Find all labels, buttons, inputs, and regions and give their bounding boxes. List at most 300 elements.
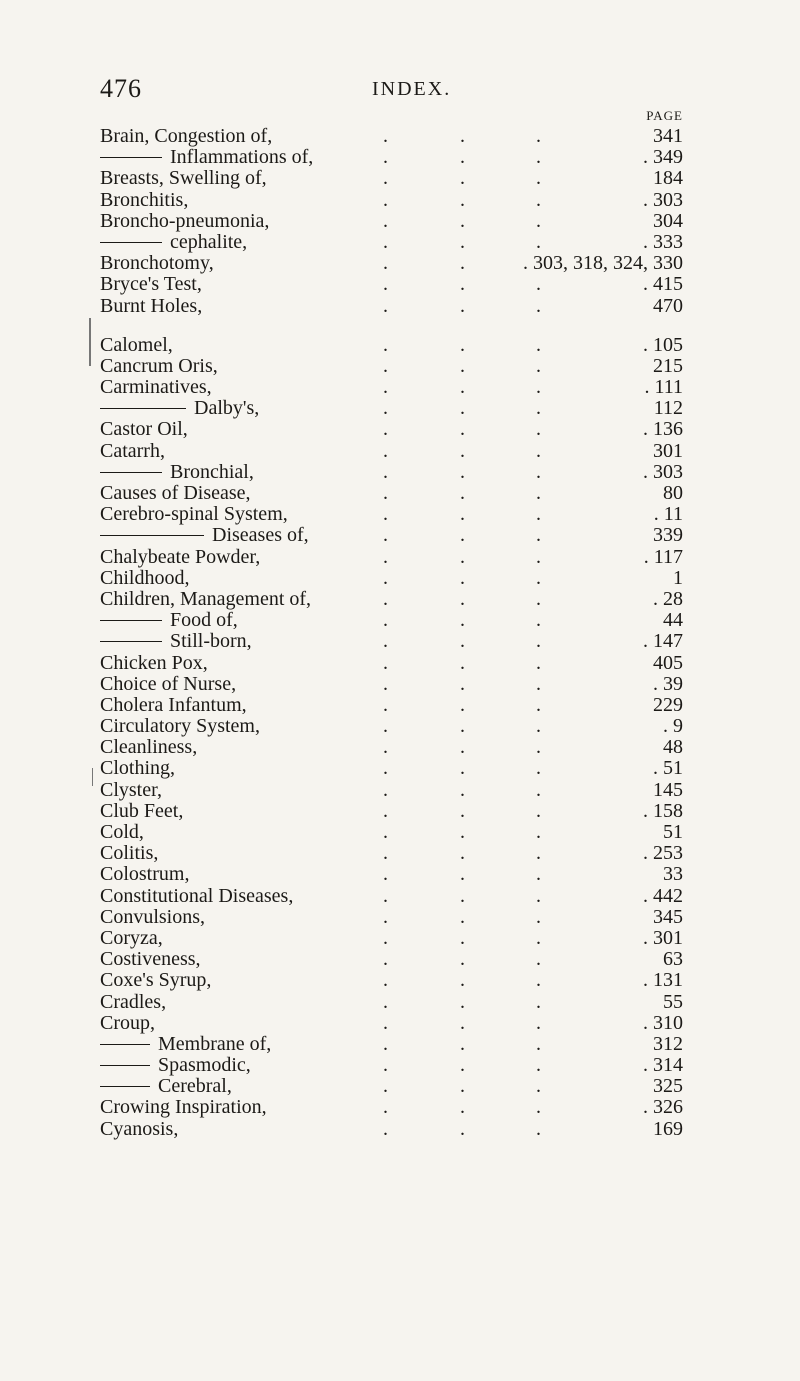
entry-label	[100, 296, 202, 317]
entry-term: Inflammations of,	[170, 146, 314, 169]
leader-dot: .	[460, 651, 465, 674]
page-leader: .	[653, 672, 658, 695]
leader-dot: .	[460, 503, 465, 526]
index-entry	[100, 928, 700, 949]
index-entry	[100, 190, 700, 211]
leader-dot: .	[383, 842, 388, 865]
entry-term: Cyanosis,	[100, 1117, 179, 1140]
leader-dot: .	[383, 482, 388, 504]
leader-dot: .	[383, 1011, 388, 1034]
leader-dot: .	[383, 188, 388, 211]
entry-label	[100, 274, 202, 295]
leader-dot: .	[460, 1011, 465, 1034]
index-entry	[100, 274, 700, 295]
index-entry	[100, 525, 700, 546]
index-entry	[100, 695, 700, 716]
leader-dot: .	[536, 778, 541, 801]
page-leader: .	[643, 1054, 648, 1077]
leader-dot: .	[383, 757, 388, 780]
index-entries	[100, 126, 700, 1140]
entry-label	[100, 1034, 271, 1055]
entry-page	[654, 504, 683, 525]
leader-dot: .	[536, 354, 541, 377]
page-leader: .	[643, 273, 648, 296]
leader-dot: .	[383, 948, 388, 971]
index-entry	[100, 462, 700, 483]
leader-dot: .	[460, 863, 465, 886]
entry-label	[100, 147, 313, 168]
leader-dot: .	[460, 821, 465, 843]
leader-dot: .	[383, 252, 388, 275]
index-entry	[100, 992, 700, 1013]
running-head: INDEX.	[372, 78, 452, 100]
entry-term: Dalby's,	[194, 397, 260, 420]
index-entry	[100, 232, 700, 253]
leader-dot: .	[536, 273, 541, 296]
leader-dot: .	[460, 969, 465, 992]
leader-dot: .	[383, 863, 388, 886]
leader-dot: .	[460, 333, 465, 356]
leader-dot: .	[536, 460, 541, 483]
ditto-rule	[100, 157, 162, 158]
entry-page-value: 33	[663, 863, 683, 886]
entry-page	[523, 253, 683, 274]
leader-dot: .	[460, 1075, 465, 1098]
page-leader: .	[523, 252, 528, 275]
leader-dot: .	[460, 167, 465, 190]
entry-term: Broncho-pneumonia,	[100, 209, 270, 232]
entry-term: Cold,	[100, 821, 144, 843]
leader-dot: .	[383, 799, 388, 822]
page-leader: .	[643, 1011, 648, 1034]
page-leader: .	[643, 545, 649, 568]
entry-page	[653, 441, 683, 462]
entry-term: Catarrh,	[100, 439, 165, 462]
entry-label	[100, 886, 293, 907]
entry-label	[100, 168, 267, 189]
leader-dot: .	[383, 524, 388, 547]
leader-dot: .	[536, 294, 541, 317]
entry-page	[653, 780, 683, 801]
entry-label	[100, 801, 183, 822]
leader-dot: .	[383, 503, 388, 526]
page-leader: .	[643, 969, 648, 992]
entry-page-value: 345	[653, 905, 683, 928]
leader-dot: .	[383, 418, 388, 441]
leader-dot: .	[383, 587, 388, 610]
index-entry	[100, 970, 700, 991]
leader-dot: .	[536, 1075, 541, 1098]
index-entry	[100, 419, 700, 440]
leader-dot: .	[460, 736, 465, 759]
leader-dot: .	[383, 715, 388, 738]
entry-term: Cholera Infantum,	[100, 693, 247, 716]
leader-dot: .	[460, 524, 465, 547]
leader-dot: .	[536, 884, 541, 907]
entry-term: Club Feet,	[100, 799, 184, 822]
leader-dot: .	[460, 948, 465, 971]
entry-label	[100, 568, 189, 589]
index-entry	[100, 610, 700, 631]
ditto-rule	[100, 620, 162, 621]
entry-term: Membrane of,	[158, 1032, 272, 1055]
entry-label	[100, 758, 175, 779]
entry-page-value: 442	[653, 884, 683, 907]
entry-label	[100, 253, 214, 274]
leader-dot: .	[383, 884, 388, 907]
index-entry	[100, 547, 700, 568]
entry-page-value: 405	[653, 651, 683, 674]
leader-dot: .	[460, 926, 465, 949]
leader-dot: .	[460, 439, 465, 462]
page-leader: .	[653, 587, 658, 610]
leader-dot: .	[383, 167, 388, 190]
entry-label	[100, 211, 269, 232]
leader-dot: .	[383, 693, 388, 716]
entry-page-value: 349	[653, 146, 683, 169]
leader-dot: .	[460, 990, 465, 1013]
entry-page-value: 1	[673, 566, 683, 589]
entry-label	[100, 674, 236, 695]
entry-page	[643, 928, 683, 949]
leader-dot: .	[536, 418, 541, 441]
index-entry	[100, 296, 700, 317]
leader-dot: .	[536, 125, 541, 147]
entry-label	[100, 483, 251, 504]
leader-dot: .	[460, 294, 465, 317]
entry-page	[643, 190, 683, 211]
index-entry	[100, 780, 700, 801]
leader-dot: .	[460, 230, 465, 253]
entry-page	[643, 462, 683, 483]
entry-label	[100, 843, 158, 864]
index-group	[100, 335, 700, 1140]
entry-page-value: 136	[653, 418, 683, 441]
entry-page-value: 303	[653, 188, 683, 211]
leader-dot: .	[383, 273, 388, 296]
entry-term: Convulsions,	[100, 905, 206, 928]
leader-dot: .	[383, 969, 388, 992]
leader-dot: .	[383, 333, 388, 356]
leader-dot: .	[536, 969, 541, 992]
leader-dot: .	[536, 672, 541, 695]
entry-page	[643, 843, 683, 864]
leader-dot: .	[383, 209, 388, 232]
index-entry	[100, 504, 700, 525]
leader-dot: .	[460, 715, 465, 738]
entry-page-value: 303, 318, 324, 330	[533, 252, 683, 275]
entry-term: Chalybeate Powder,	[100, 545, 261, 568]
entry-page	[654, 398, 683, 419]
entry-page	[653, 907, 683, 928]
leader-dot: .	[536, 630, 541, 653]
entry-page-value: 39	[663, 672, 683, 695]
page-leader: .	[663, 715, 668, 738]
entry-page	[673, 568, 683, 589]
entry-page-value: 339	[653, 524, 683, 547]
entry-term: Cradles,	[100, 990, 167, 1013]
leader-dot: .	[536, 376, 541, 399]
index-entry	[100, 949, 700, 970]
entry-page-value: 301	[653, 926, 683, 949]
page-leader: .	[643, 884, 648, 907]
leader-dot: .	[383, 294, 388, 317]
leader-dot: .	[536, 609, 541, 632]
index-entry	[100, 356, 700, 377]
leader-dot: .	[460, 354, 465, 377]
entry-term: Diseases of,	[212, 524, 309, 547]
page-leader: .	[653, 503, 659, 526]
entry-term: Costiveness,	[100, 948, 201, 971]
entry-term: Childhood,	[100, 566, 190, 589]
entry-page-value: 314	[653, 1054, 683, 1077]
index-entry	[100, 716, 700, 737]
page-leader: .	[643, 460, 648, 483]
entry-label	[100, 737, 197, 758]
index-entry	[100, 737, 700, 758]
leader-dot: .	[460, 1054, 465, 1077]
entry-label	[100, 377, 212, 398]
leader-dot: .	[536, 587, 541, 610]
entry-label	[100, 589, 311, 610]
leader-dot: .	[383, 926, 388, 949]
entry-page-value: 303	[653, 460, 683, 483]
leader-dot: .	[383, 460, 388, 483]
leader-dot: .	[460, 1032, 465, 1055]
index-entry	[100, 1055, 700, 1076]
entry-page	[663, 822, 683, 843]
leader-dot: .	[383, 821, 388, 843]
entry-term: Clothing,	[100, 757, 176, 780]
entry-label	[100, 631, 252, 652]
leader-dot: .	[536, 757, 541, 780]
entry-page	[653, 674, 683, 695]
leader-dot: .	[383, 397, 388, 420]
entry-term: Bronchotomy,	[100, 252, 214, 275]
entry-page-value: 51	[663, 821, 683, 843]
entry-page	[663, 716, 683, 737]
page-leader: .	[643, 146, 648, 169]
entry-page-value: 48	[663, 736, 683, 759]
index-entry	[100, 653, 700, 674]
entry-term: Still-born,	[170, 630, 252, 653]
entry-page	[643, 801, 683, 822]
entry-term: Circulatory System,	[100, 715, 260, 738]
index-entry	[100, 147, 700, 168]
entry-label	[100, 504, 288, 525]
leader-dot: .	[460, 482, 465, 504]
entry-page	[653, 1076, 683, 1097]
entry-page	[653, 653, 683, 674]
entry-page	[643, 886, 683, 907]
entry-page	[653, 695, 683, 716]
leader-dot: .	[383, 1096, 388, 1119]
leader-dot: .	[383, 1117, 388, 1140]
leader-dot: .	[383, 439, 388, 462]
entry-label	[100, 822, 144, 843]
entry-page-value: 11	[663, 503, 683, 526]
page-leader: .	[644, 376, 650, 399]
entry-term: Coxe's Syrup,	[100, 969, 212, 992]
entry-page	[653, 126, 683, 147]
leader-dot: .	[460, 693, 465, 716]
index-entry	[100, 483, 700, 504]
leader-dot: .	[460, 587, 465, 610]
leader-dot: .	[383, 1075, 388, 1098]
leader-dot: .	[383, 630, 388, 653]
entry-label	[100, 419, 188, 440]
leader-dot: .	[460, 672, 465, 695]
page-leader: .	[643, 418, 648, 441]
ditto-rule	[100, 1044, 150, 1045]
entry-page	[644, 377, 683, 398]
entry-label	[100, 1119, 178, 1140]
entry-page	[643, 1013, 683, 1034]
index-entry	[100, 398, 700, 419]
entry-page-value: 301	[653, 439, 683, 462]
index-entry	[100, 589, 700, 610]
leader-dot: .	[460, 209, 465, 232]
leader-dot: .	[460, 146, 465, 169]
entry-page	[653, 1119, 683, 1140]
entry-term: Cerebral,	[158, 1075, 232, 1098]
entry-term: Choice of Nurse,	[100, 672, 237, 695]
index-entry	[100, 1034, 700, 1055]
leader-dot: .	[383, 230, 388, 253]
page-leader: .	[643, 630, 648, 653]
leader-dot: .	[460, 566, 465, 589]
entry-page-value: 55	[663, 990, 683, 1013]
entry-page-value: 184	[653, 167, 683, 190]
entry-page	[653, 525, 683, 546]
entry-page	[663, 737, 683, 758]
entry-page-value: 333	[653, 230, 683, 253]
entry-page-value: 51	[663, 757, 683, 780]
index-entry	[100, 631, 700, 652]
leader-dot: .	[460, 252, 465, 275]
leader-dot: .	[536, 439, 541, 462]
entry-page-value: 253	[653, 842, 683, 865]
entry-page	[653, 758, 683, 779]
leader-dot: .	[383, 1054, 388, 1077]
leader-dot: .	[536, 1117, 541, 1140]
entry-label	[100, 716, 260, 737]
entry-page-value: 112	[653, 397, 683, 420]
index-group	[100, 126, 700, 317]
entry-term: Causes of Disease,	[100, 482, 251, 504]
leader-dot: .	[536, 990, 541, 1013]
leader-dot: .	[536, 1011, 541, 1034]
leader-dot: .	[383, 1032, 388, 1055]
index-entry	[100, 674, 700, 695]
entry-page-value: 326	[653, 1096, 683, 1119]
index-entry	[100, 864, 700, 885]
entry-page-value: 147	[653, 630, 683, 653]
entry-label	[100, 398, 259, 419]
leader-dot: .	[536, 651, 541, 674]
leader-dot: .	[536, 821, 541, 843]
entry-page-value: 310	[653, 1011, 683, 1034]
leader-dot: .	[536, 842, 541, 865]
index-entry	[100, 886, 700, 907]
entry-page	[663, 610, 683, 631]
entry-page-value: 341	[653, 125, 683, 147]
index-entry	[100, 1013, 700, 1034]
index-entry	[100, 126, 700, 147]
leader-dot: .	[536, 1054, 541, 1077]
leader-dot: .	[383, 376, 388, 399]
leader-dot: .	[460, 418, 465, 441]
leader-dot: .	[460, 884, 465, 907]
entry-label	[100, 462, 254, 483]
entry-label	[100, 907, 205, 928]
leader-dot: .	[383, 609, 388, 632]
leader-dot: .	[460, 1117, 465, 1140]
entry-page	[643, 232, 683, 253]
ditto-rule	[100, 408, 186, 409]
entry-page-value: 325	[653, 1075, 683, 1098]
entry-label	[100, 780, 162, 801]
entry-page	[653, 356, 683, 377]
leader-dot: .	[460, 1096, 465, 1119]
leader-dot: .	[536, 693, 541, 716]
margin-mark	[89, 318, 91, 366]
entry-term: Carminatives,	[100, 376, 212, 399]
leader-dot: .	[536, 146, 541, 169]
ditto-rule	[100, 472, 162, 473]
entry-page	[653, 589, 683, 610]
leader-dot: .	[536, 863, 541, 886]
page-leader: .	[643, 188, 648, 211]
ditto-rule	[100, 1086, 150, 1087]
entry-term: Cancrum Oris,	[100, 354, 218, 377]
leader-dot: .	[460, 842, 465, 865]
entry-page	[653, 296, 683, 317]
entry-term: Clyster,	[100, 778, 162, 801]
leader-dot: .	[383, 672, 388, 695]
index-entry	[100, 843, 700, 864]
entry-label	[100, 695, 247, 716]
entry-label	[100, 970, 211, 991]
entry-term: cephalite,	[170, 230, 248, 253]
index-entry	[100, 801, 700, 822]
entry-page-value: 312	[653, 1032, 683, 1055]
entry-page	[643, 631, 683, 652]
index-entry	[100, 1119, 700, 1140]
index-entry	[100, 822, 700, 843]
entry-label	[100, 1097, 267, 1118]
index-entry	[100, 253, 700, 274]
leader-dot: .	[383, 566, 388, 589]
leader-dot: .	[536, 397, 541, 420]
leader-dot: .	[460, 630, 465, 653]
leader-dot: .	[383, 651, 388, 674]
entry-page	[663, 992, 683, 1013]
entry-page	[653, 168, 683, 189]
entry-page-value: 117	[653, 545, 683, 568]
leader-dot: .	[460, 778, 465, 801]
leader-dot: .	[460, 905, 465, 928]
page-leader: .	[653, 757, 658, 780]
index-entry	[100, 441, 700, 462]
entry-page-value: 304	[653, 209, 683, 232]
page-leader: .	[643, 799, 648, 822]
leader-dot: .	[536, 566, 541, 589]
leader-dot: .	[460, 397, 465, 420]
leader-dot: .	[460, 273, 465, 296]
entry-page	[644, 547, 683, 568]
leader-dot: .	[383, 125, 388, 147]
